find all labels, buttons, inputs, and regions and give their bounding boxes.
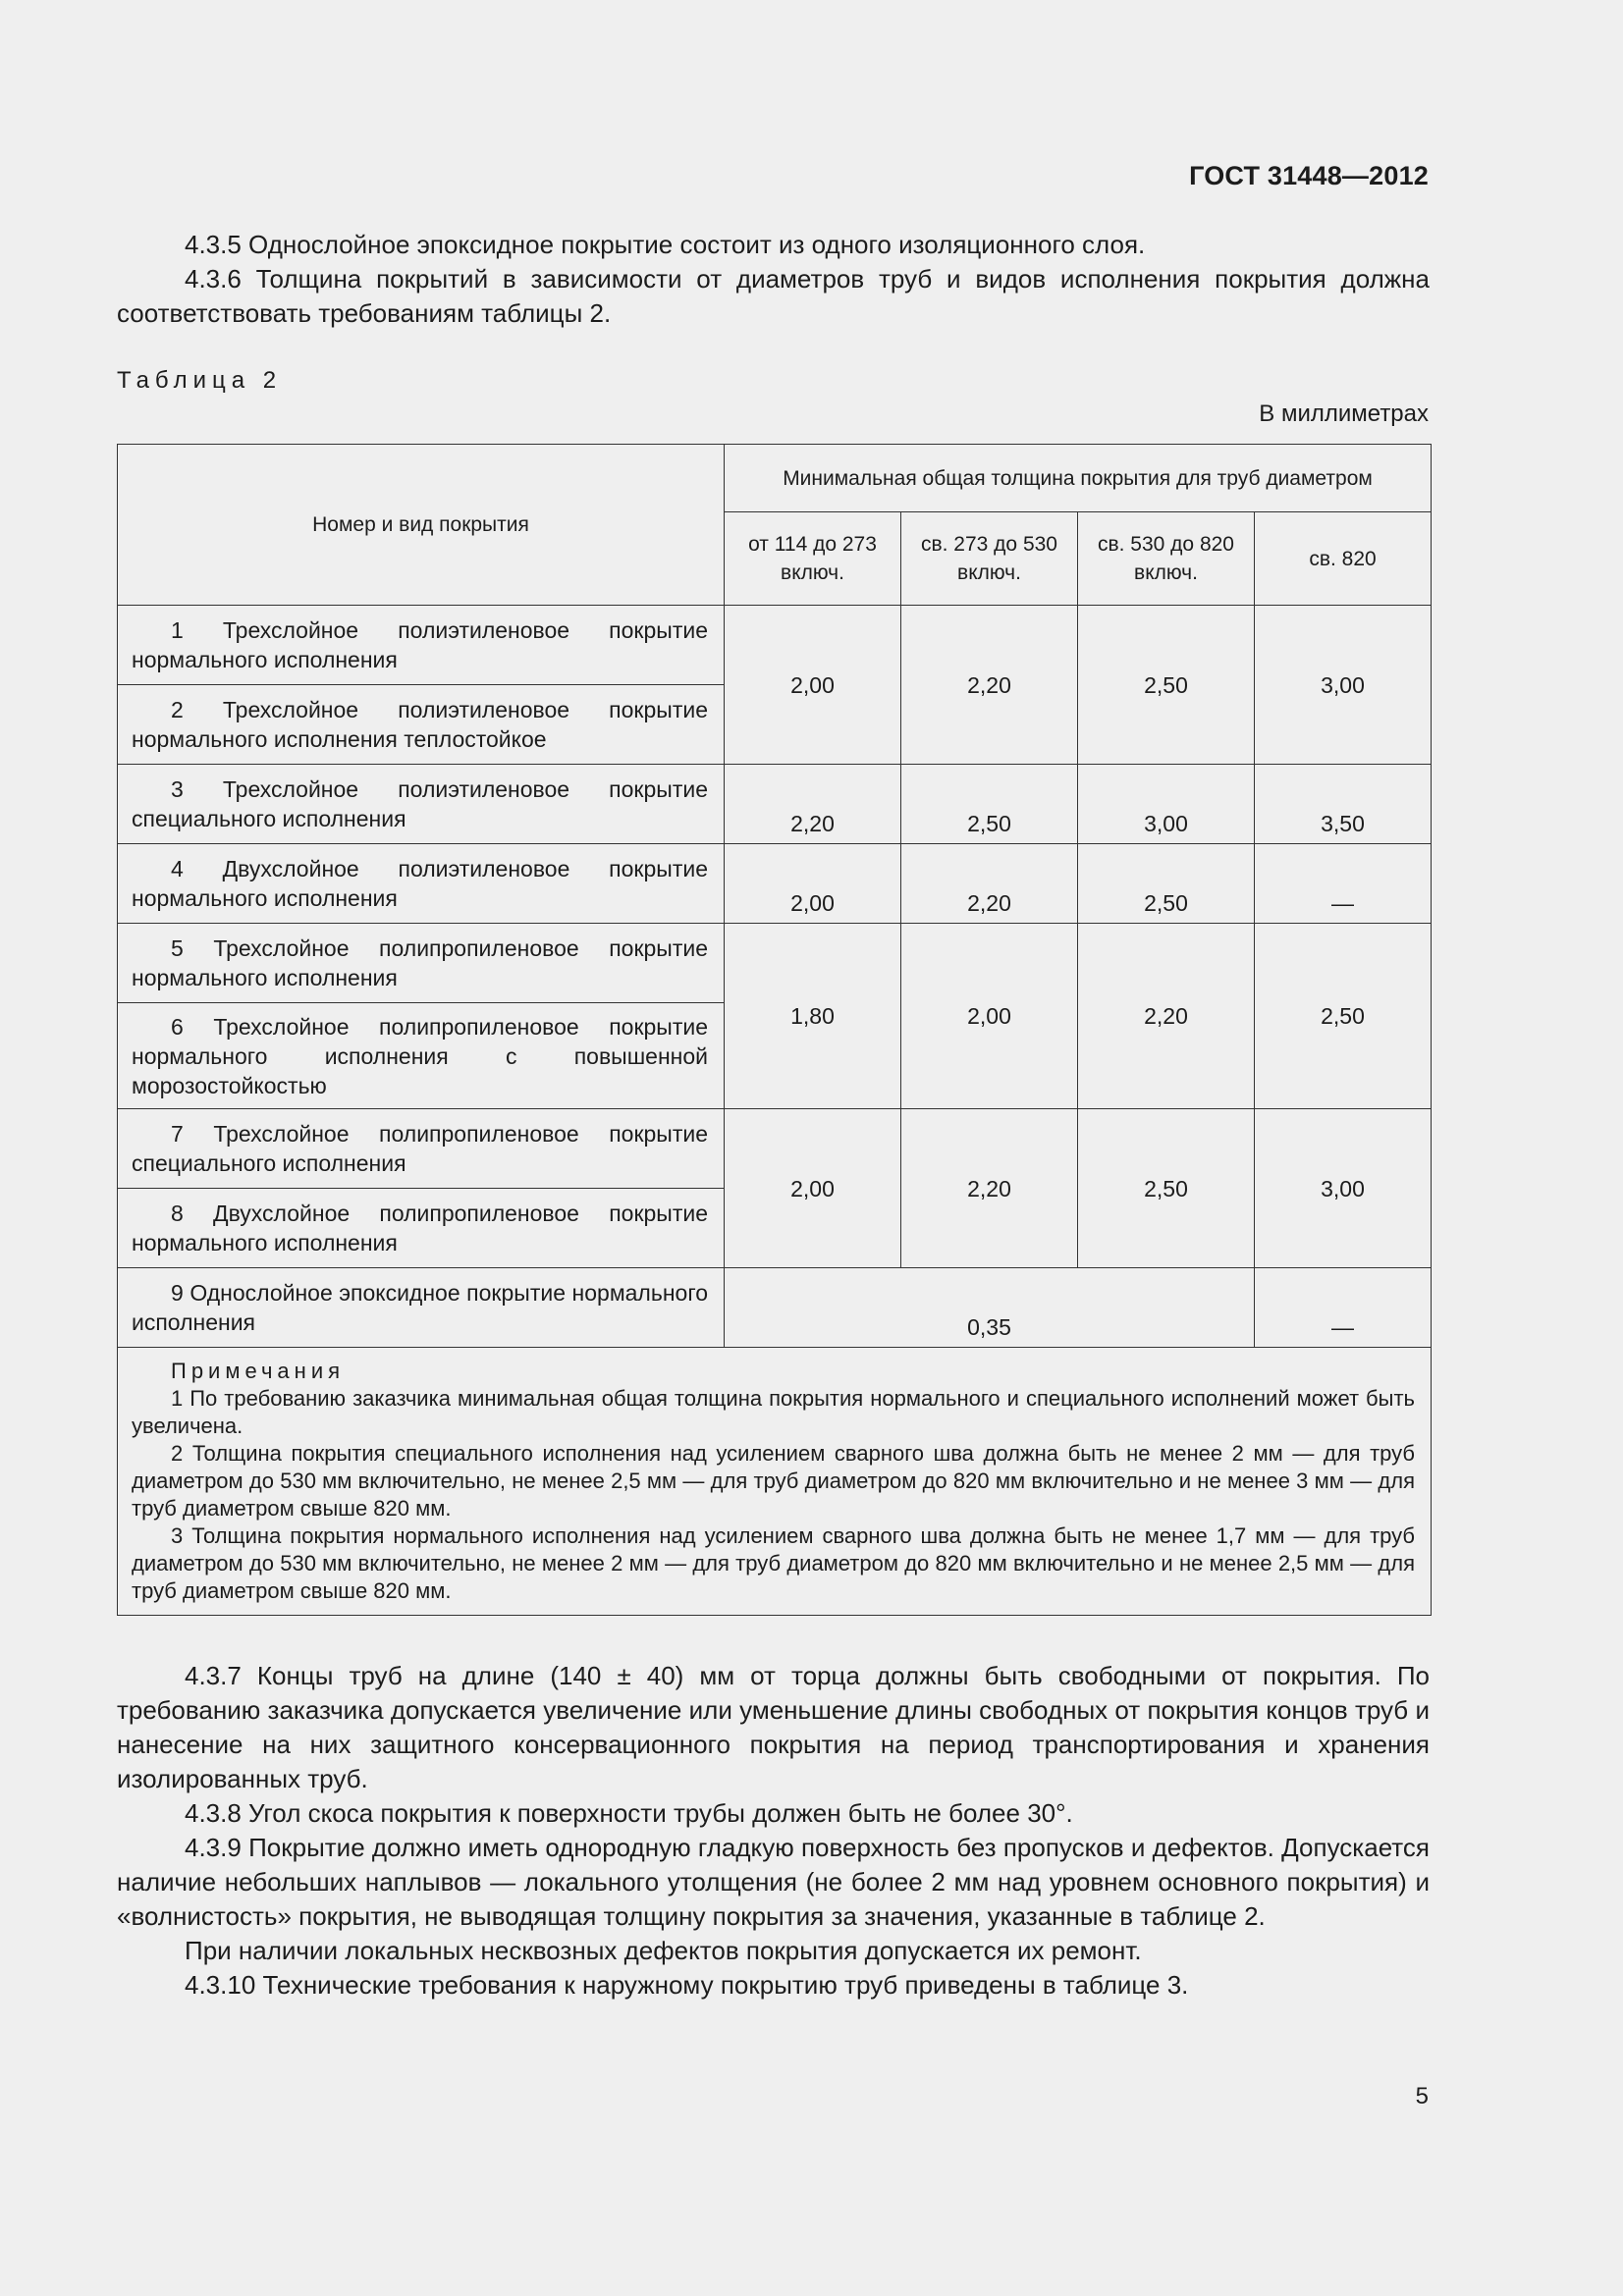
table-row bbox=[118, 1268, 1432, 1348]
row-name-1: 1 Трехслойное полиэтиленовое покрытие нормального исполнения bbox=[132, 617, 708, 672]
table-unit: В миллиметрах bbox=[1259, 400, 1429, 427]
paragraph-4-3-5: 4.3.5 Однослойное эпоксидное покрытие состоит из одного изоляционного слоя. bbox=[185, 230, 1146, 259]
header-col-1: от 114 до 273 включ. bbox=[725, 512, 901, 606]
row-name-8: 8 Двухслойное полипропиленовое покрытие нормального исполнения bbox=[132, 1201, 708, 1255]
row-name-6: 6 Трехслойное полипропиленовое покрытие нормального исполнения с повышенной морозостойкостью bbox=[132, 1013, 708, 1098]
header-col-4: св. 820 bbox=[1255, 512, 1432, 606]
cell-g78-1: 2,00 bbox=[725, 1109, 901, 1268]
cell-g4-4: — bbox=[1255, 844, 1432, 924]
cell-g12-2: 2,20 bbox=[901, 606, 1078, 765]
cell-g9-4: — bbox=[1255, 1268, 1432, 1348]
row-name-2: 2 Трехслойное полиэтиленовое покрытие нормального исполнения теплостойкое bbox=[132, 697, 708, 752]
thickness-table bbox=[117, 444, 1432, 1616]
header-col-3: св. 530 до 820 включ. bbox=[1078, 512, 1255, 606]
cell-g4-3: 2,50 bbox=[1078, 844, 1255, 924]
paragraph-4-3-6: 4.3.6 Толщина покрытий в зависимости от диаметров труб и видов исполнения покрытия должна соответствовать требованиям таблицы 2. bbox=[117, 264, 1430, 328]
cell-g78-3: 2,50 bbox=[1078, 1109, 1255, 1268]
page-number: 5 bbox=[1415, 2083, 1429, 2109]
row-name-5: 5 Трехслойное полипропиленовое покрытие нормального исполнения bbox=[132, 935, 708, 990]
paragraph-4-3-9: 4.3.9 Покрытие должно иметь однородную гладкую поверхность без пропусков и дефектов. Допускается наличие небольших наплывов — локального утолщения (не более 2 мм над уровнем основного покрытия) и «волнистость» покрытия, не выводящая толщину покрытия за значения, указанные в таблице 2. bbox=[117, 1833, 1430, 1931]
notes-row bbox=[118, 1348, 1432, 1616]
row-name-3: 3 Трехслойное полиэтиленовое покрытие специального исполнения bbox=[132, 776, 708, 831]
cell-g56-3: 2,20 bbox=[1078, 924, 1255, 1109]
top-paragraphs bbox=[117, 228, 1430, 331]
note-3: 3 Толщина покрытия нормального исполнения над усилением сварного шва должна быть не менее 1,7 мм — для труб диаметром до 530 мм включительно, не менее 2 мм — для труб диаметром до 820 мм включительно и не менее 2,5 мм — для труб диаметром свыше 820 мм. bbox=[132, 1523, 1415, 1603]
cell-g56-2: 2,00 bbox=[901, 924, 1078, 1109]
table-row bbox=[118, 844, 1432, 924]
note-1: 1 По требованию заказчика минимальная общая толщина покрытия нормального и специального исполнений может быть увеличена. bbox=[132, 1386, 1415, 1438]
paragraph-4-3-10: 4.3.10 Технические требования к наружному покрытию труб приведены в таблице 3. bbox=[185, 1970, 1189, 2000]
cell-g12-4: 3,00 bbox=[1255, 606, 1432, 765]
paragraph-4-3-8: 4.3.8 Угол скоса покрытия к поверхности трубы должен быть не более 30°. bbox=[185, 1798, 1073, 1828]
row-name-4: 4 Двухслойное полиэтиленовое покрытие нормального исполнения bbox=[132, 856, 708, 911]
bottom-paragraphs bbox=[117, 1659, 1430, 2002]
cell-g4-2: 2,20 bbox=[901, 844, 1078, 924]
header-group-diameter: Минимальная общая толщина покрытия для труб диаметром bbox=[725, 445, 1432, 512]
cell-g3-4: 3,50 bbox=[1255, 765, 1432, 844]
cell-g3-2: 2,50 bbox=[901, 765, 1078, 844]
cell-g78-4: 3,00 bbox=[1255, 1109, 1432, 1268]
cell-g78-2: 2,20 bbox=[901, 1109, 1078, 1268]
cell-g12-1: 2,00 bbox=[725, 606, 901, 765]
cell-g12-3: 2,50 bbox=[1078, 606, 1255, 765]
cell-g56-1: 1,80 bbox=[725, 924, 901, 1109]
header-col-2: св. 273 до 530 включ. bbox=[901, 512, 1078, 606]
table-row bbox=[118, 765, 1432, 844]
paragraph-repair: При наличии локальных несквозных дефектов покрытия допускается их ремонт. bbox=[185, 1936, 1142, 1965]
row-name-7: 7 Трехслойное полипропиленовое покрытие специального исполнения bbox=[132, 1121, 708, 1176]
standard-code: ГОСТ 31448—2012 bbox=[1189, 161, 1429, 190]
table-row bbox=[118, 924, 1432, 1003]
cell-g3-3: 3,00 bbox=[1078, 765, 1255, 844]
cell-g3-1: 2,20 bbox=[725, 765, 901, 844]
table-row bbox=[118, 1109, 1432, 1189]
header-coating-name: Номер и вид покрытия bbox=[118, 445, 725, 606]
cell-g4-1: 2,00 bbox=[725, 844, 901, 924]
note-2: 2 Толщина покрытия специального исполнения над усилением сварного шва должна быть не менее 2 мм — для труб диаметром до 530 мм включительно, не менее 2,5 мм — для труб диаметром до 820 мм включительно и не менее 3 мм — для труб диаметром свыше 820 мм. bbox=[132, 1441, 1415, 1521]
paragraph-4-3-7: 4.3.7 Концы труб на длине (140 ± 40) мм от торца должны быть свободными от покрытия. По требованию заказчика допускается увеличение или уменьшение длины свободных от покрытия концов труб и нанесение на них защитного консервационного покрытия на период транспортирования и хранения изолированных труб. bbox=[117, 1661, 1430, 1793]
row-name-9: 9 Однослойное эпоксидное покрытие нормального исполнения bbox=[132, 1280, 708, 1335]
table-notes bbox=[118, 1348, 1432, 1616]
cell-g56-4: 2,50 bbox=[1255, 924, 1432, 1109]
notes-title: Примечания bbox=[171, 1359, 346, 1383]
table-caption: Таблица 2 bbox=[117, 367, 283, 394]
cell-g9-merged: 0,35 bbox=[725, 1268, 1255, 1348]
table-row bbox=[118, 606, 1432, 685]
